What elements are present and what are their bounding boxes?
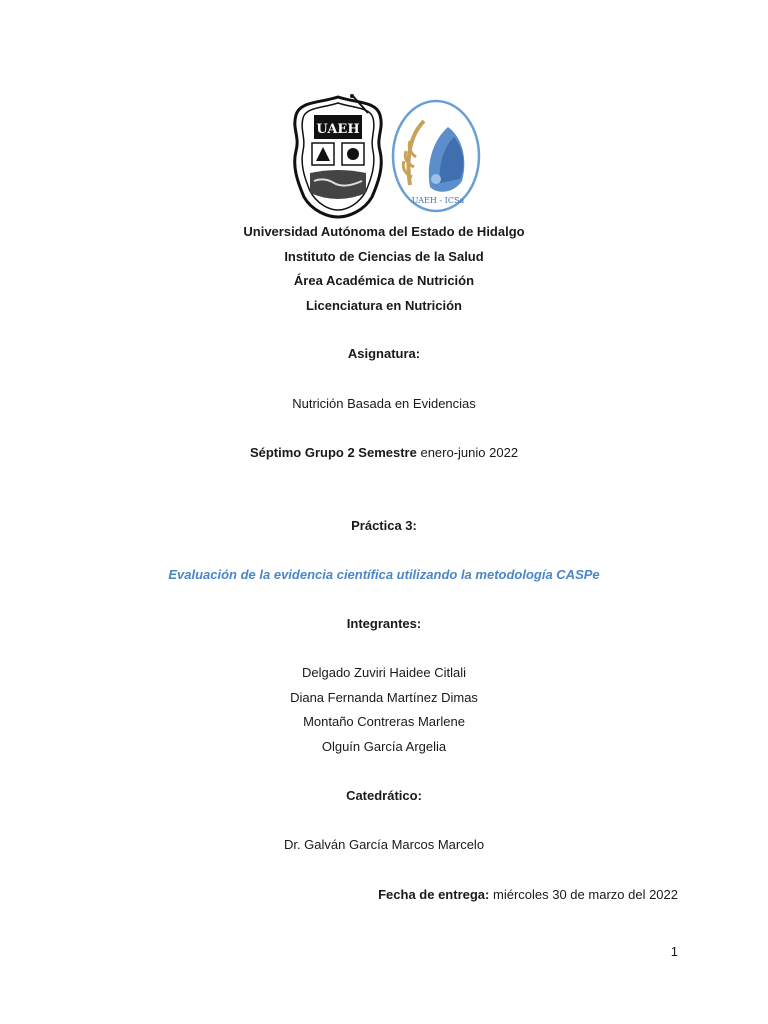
nutrition-logo-footer: UAEH - ICSa [411, 196, 465, 205]
delivery-date-line [378, 887, 678, 903]
group-line [0, 445, 768, 461]
member-name: Olguín García Argelia [321, 739, 447, 754]
subject-name: Nutrición Basada en Evidencias [292, 396, 476, 411]
page-number: 1 [670, 944, 678, 959]
delivery-date: miércoles 30 de marzo del 2022 [493, 887, 678, 902]
practice-title: Evaluación de la evidencia científica utilizando la metodología CASPe [168, 567, 600, 582]
member-name: Delgado Zuviri Haidee Citlali [301, 665, 467, 680]
member-name: Montaño Contreras Marlene [303, 714, 465, 729]
university-name: Universidad Autónoma del Estado de Hidalgo [243, 224, 525, 239]
uaeh-logo-text: UAEH [316, 122, 360, 137]
practice-label: Práctica 3: [351, 518, 417, 533]
group-bold: Séptimo Grupo 2 Semestre [249, 445, 417, 460]
degree-name: Licenciatura en Nutrición [305, 298, 463, 313]
teacher-label: Catedrático: [346, 788, 422, 803]
subject-label: Asignatura: [347, 346, 421, 361]
nutrition-area-logo [390, 97, 482, 215]
delivery-label: Fecha de entrega: [378, 887, 490, 902]
group-period: enero-junio 2022 [420, 445, 519, 460]
teacher-name: Dr. Galván García Marcos Marcelo [283, 837, 485, 852]
uaeh-shield-logo [290, 93, 386, 221]
members-label: Integrantes: [346, 616, 422, 631]
area-name: Área Académica de Nutrición [293, 273, 475, 288]
member-name: Diana Fernanda Martínez Dimas [290, 690, 478, 705]
logos-row [290, 93, 490, 223]
institute-name: Instituto de Ciencias de la Salud [284, 249, 484, 264]
